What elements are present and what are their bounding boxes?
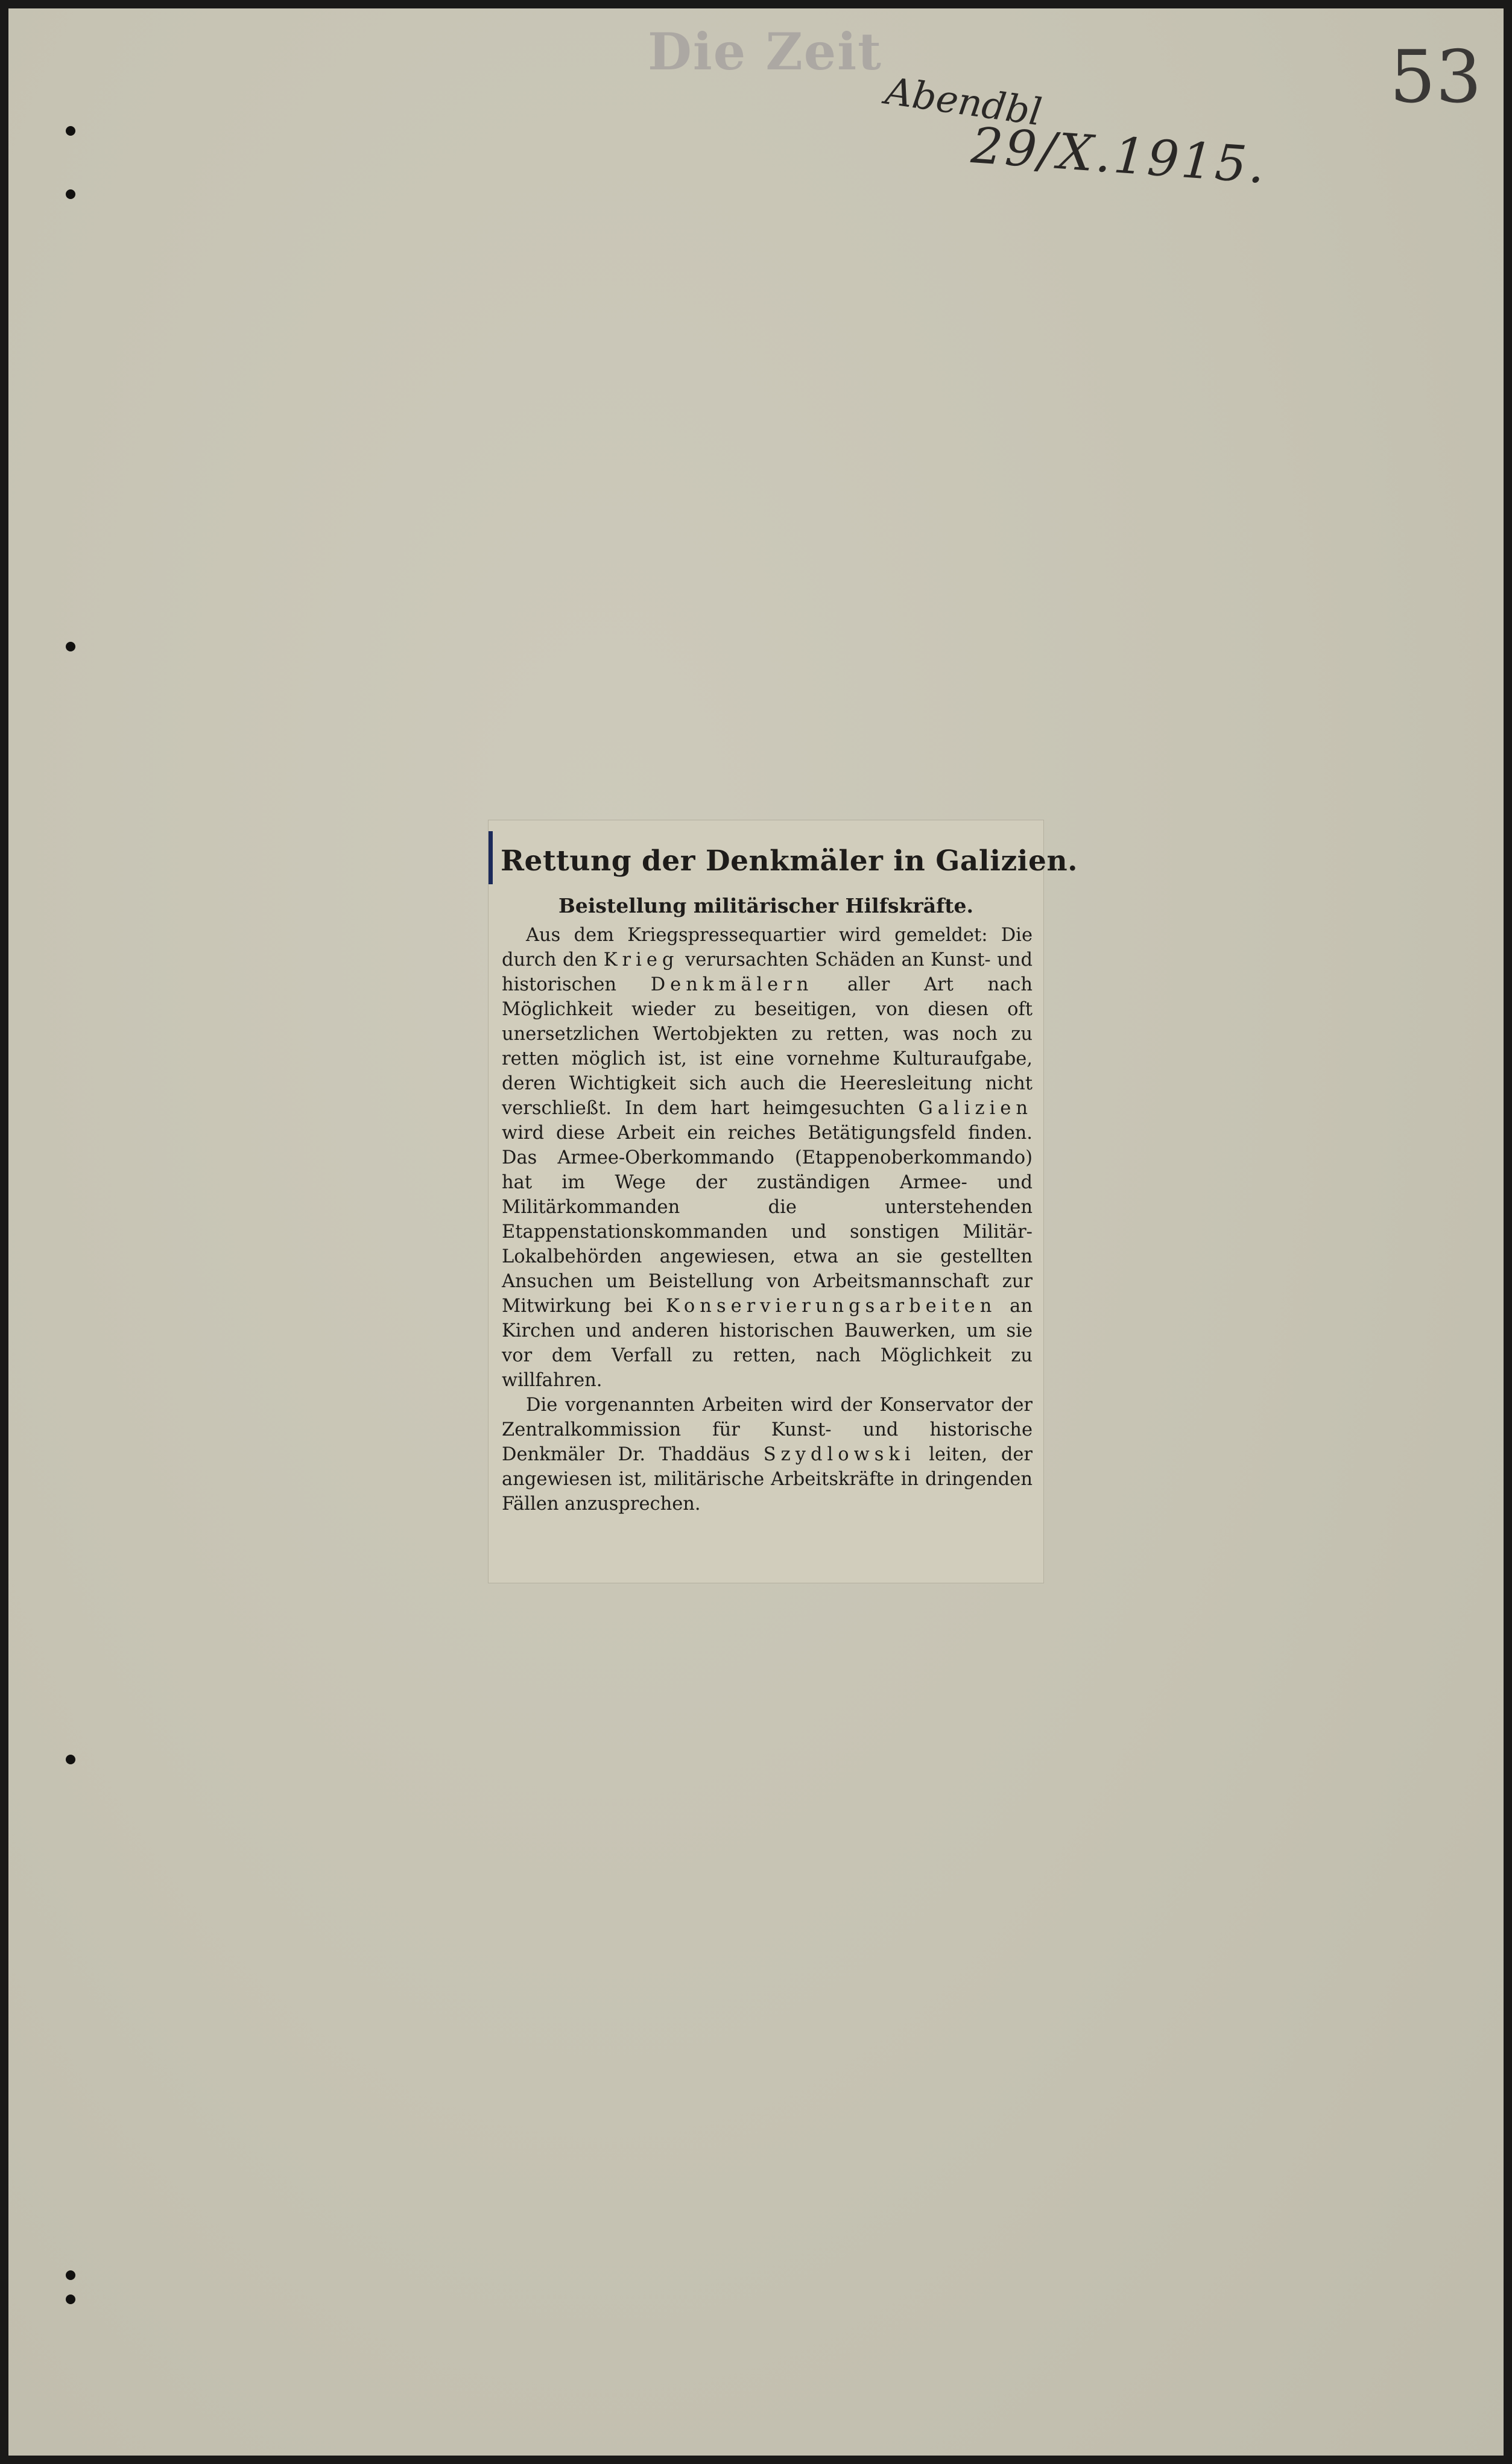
punch-hole [66, 189, 75, 199]
article-paragraph [502, 1393, 1033, 1516]
text-run: wird diese Arbeit ein reiches Betätigungsfeld finden. Das Armee-Oberkommando (Etappenoberkommando) hat im Wege der zuständigen Armee- und Militärkommanden die unterstehenden Etappenstationskommanden und sonstigen Militär-Lokalbehörden angewiesen, etwa an sie gestellten Ansuchen um Beistellung von Arbeitsmannschaft zur Mitwirkung bei [502, 1123, 1033, 1317]
handwritten-edition-note: Abendbl [882, 69, 1045, 135]
text-run: leiten, der angewiesen ist, militärische Arbeitskräfte in dringenden Fällen anzusprechen. [502, 1444, 1033, 1515]
newspaper-clipping [489, 820, 1078, 1583]
margin-marker [489, 831, 493, 884]
archive-sheet [8, 8, 1504, 2456]
punch-hole [66, 126, 75, 136]
article-paragraph [502, 923, 1033, 1393]
punch-hole [66, 2270, 75, 2280]
handwritten-folio-number: 53 [1390, 36, 1482, 119]
article-subheadline: Beistellung militärischer Hilfskräfte. [558, 894, 974, 917]
spaced-emphasis: Krieg [603, 949, 679, 971]
article-body [502, 923, 1033, 1516]
punch-hole [66, 1755, 75, 1764]
spaced-emphasis: Szydlowski [763, 1444, 916, 1465]
spaced-emphasis: Konservierungsarbeiten [665, 1296, 997, 1317]
text-run: verursachten Schäden an Kunst- und historischen [502, 949, 1033, 995]
newspaper-stamp: Die Zeit [648, 22, 882, 81]
text-run: aller Art nach Möglichkeit wieder zu beseitigen, von diesen oft unersetzlichen Wertobjekten zu retten, was noch zu retten möglich ist, ist eine vornehme Kulturaufgabe, deren Wichtigkeit sich auch die Heeresleitung nicht verschließt. In dem hart heimgesuchten [502, 974, 1033, 1119]
article-headline: Rettung der Denkmäler in Galizien. [501, 844, 1078, 878]
punch-hole [66, 642, 75, 651]
handwritten-date: 29/X.1915. [969, 117, 1269, 195]
text-run: Aus dem Kriegspressequartier wird gemeldet: Die durch den [502, 925, 1033, 971]
spaced-emphasis: Galizien [918, 1098, 1033, 1119]
text-run: an Kirchen und anderen historischen Bauwerken, um sie vor dem Verfall zu retten, nach Möglichkeit zu willfahren. [502, 1296, 1033, 1391]
punch-hole [66, 2295, 75, 2304]
spaced-emphasis: Denkmälern [650, 974, 814, 995]
text-run: Die vorgenannten Arbeiten wird der Konservator der Zentralkommission für Kunst- und historische Denkmäler Dr. Thaddäus [502, 1395, 1033, 1465]
